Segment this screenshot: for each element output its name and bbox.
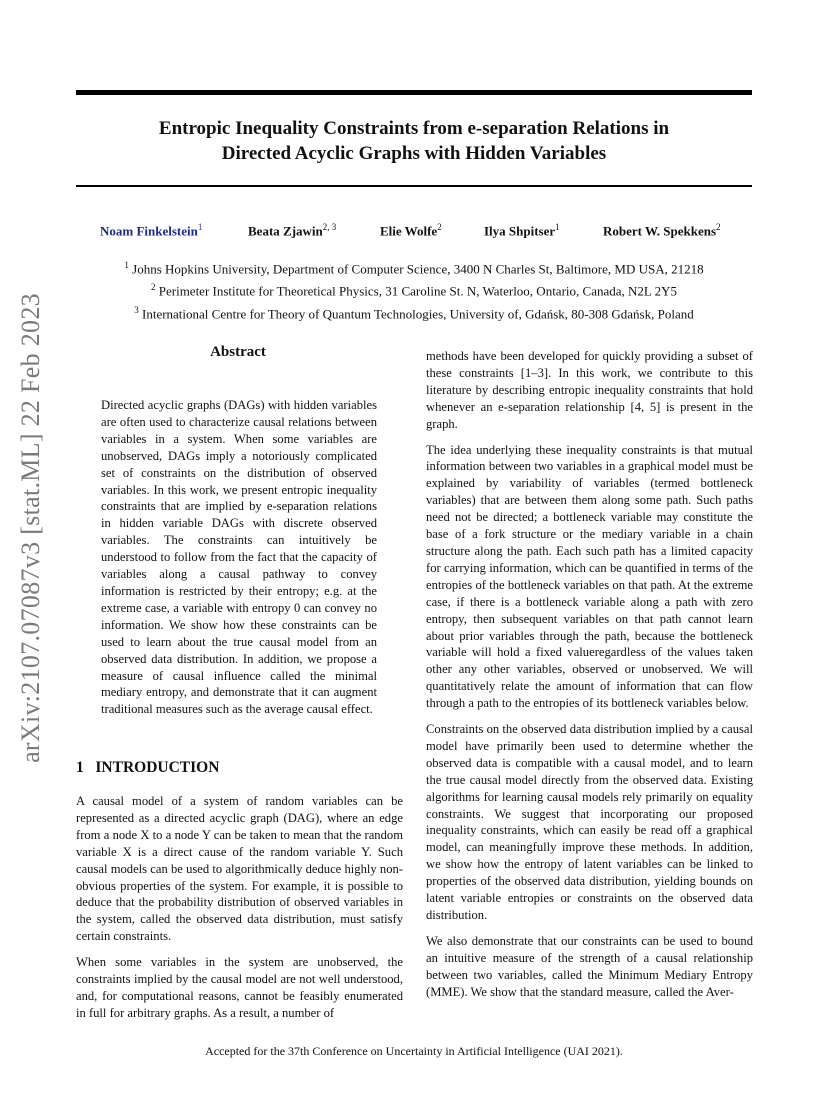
affiliation-2: $^2$ Perimeter Institute for Theoretical Physics, 31 Caroline St. N, Waterloo, Ontario, Canada, N2L 2Y5: [151, 282, 677, 299]
title-line-1: Entropic Inequality Constraints from e-separation Relations in: [158, 118, 670, 139]
affiliations: [76, 256, 752, 323]
author-1[interactable]: Noam Finkelstein$^1$: [100, 222, 203, 239]
arxiv-stamp: [12, 292, 50, 764]
paragraph: Constraints on the observed data distribution implied by a causal model have primarily been used to determine whether the observed data is compatible with a causal model, and to learn the true causal model directly from the observed data. Existing algorithms for learning causal models rely primarily on equality constraints. We suggest that incorporating our proposed inequality constraints, which can easily be read off a graphical model, can meaningfully improve these methods. In addition, we show how the entropy of latent variables can be linked to properties of the observed data distribution, yielding bounds on latent variable entropies or constraints on the observed data distribution.: [426, 722, 753, 922]
section-title: INTRODUCTION: [95, 759, 220, 776]
conference-footer: Accepted for the 37th Conference on Uncertainty in Artificial Intelligence (UAI 2021).: [205, 1044, 623, 1058]
author-2: Beata Zjawin$^{2, 3}$: [248, 222, 337, 239]
affiliation-3: $^3$ International Centre for Theory of Quantum Technologies, University of, Gdańsk, 80-308 Gdańsk, Poland: [134, 304, 694, 321]
paragraph: When some variables in the system are unobserved, the constraints implied by the causal model are not well understood, and, for computational reasons, cannot be feasibly enumerated in full for arbitrary graphs. As a result, a number of: [76, 955, 403, 1020]
abstract-paragraph: Directed acyclic graphs (DAGs) with hidden variables are often used to characterize causal relations between variables in a system. When some variables are unobserved, DAGs imply a notoriously complicated set of constraints on the distribution of observed variables. In this work, we present entropic inequality constraints that are implied by e-separation relations in hidden variable DAGs with discrete observed variables. The constraints can intuitively be understood to follow from the fact that the capacity of variables along a causal pathway to convey information is restricted by their entropy; e.g. at the extreme case, a variable with entropy 0 can convey no information. We show how these constraints can be used to learn about the true causal model from an observed data distribution. In addition, we propose a measure of causal influence called the minimal mediary entropy, and demonstrate that it can augment traditional measures such as the average causal effect.: [101, 398, 377, 717]
paragraph: A causal model of a system of random variables can be represented as a directed acyclic graph (DAG), where an edge from a node X to a node Y can be taken to mean that the random variable X is a direct cause of the random variable Y. Such causal models can be used to algorithmically deduce highly non-obvious properties of the system. For example, it is possible to deduce that the probability distribution of observed variables in the system, called the observed data distribution, must satisfy certain constraints.: [76, 794, 403, 944]
title-rule-top: [76, 90, 752, 95]
arxiv-stamp-text: arXiv:2107.07087v3 [stat.ML] 22 Feb 2023: [16, 293, 45, 763]
author-5: Robert W. Spekkens$^2$: [603, 222, 721, 239]
intro-left-column: [76, 793, 403, 1031]
paper-title: [76, 116, 752, 166]
author-list: [90, 222, 750, 242]
author-3: Elie Wolfe$^2$: [380, 222, 442, 239]
title-line-2: Directed Acyclic Graphs with Hidden Variables: [221, 143, 607, 164]
paragraph: methods have been developed for quickly providing a subset of these constraints [1–3]. In this work, we contribute to this literature by describing entropic inequality constraints that hold whenever an e-separation relationship [4, 5] is present in the graph.: [426, 349, 753, 431]
abstract-text: [101, 397, 377, 727]
paragraph: The idea underlying these inequality constraints is that mutual information between two variables in a graphical model must be explained by variability of variables (termed bottleneck variables) that are between them along some path. Such paths need not be directed; a bottleneck variable may constitute the base of a fork structure or the mediary variable in a chain structure along the path. Each such path has a limited capacity for carrying information, which can be quantified in terms of the entropies of the bottleneck variables on that path. At the extreme case, if there is a bottleneck variable along a path with zero entropy, then subsequent variables on that path cannot learn about prior variables through the path, because the bottleneck variable will hold a fixed valueregardless of the values taken other any other variables, observed or unobserved. We will quantitatively relate the amount of information that can flow through a path to the entropies of its bottleneck variables below.: [426, 442, 753, 711]
intro-right-column: [426, 348, 753, 1010]
paragraph: We also demonstrate that our constraints can be used to bound an intuitive measure of the strength of a causal relationship between two variables, called the Minimum Mediary Entropy (MME). We show that the standard measure, called the Aver-: [426, 933, 753, 999]
author-4: Ilya Shpitser$^1$: [484, 222, 560, 239]
section-heading: [76, 759, 219, 777]
affiliation-1: $^1$ Johns Hopkins University, Department of Computer Science, 3400 N Charles St, Baltimore, MD USA, 21218: [124, 260, 704, 277]
abstract-heading: Abstract: [210, 344, 266, 360]
section-number: 1: [76, 759, 84, 776]
title-rule-bottom: [76, 185, 752, 187]
